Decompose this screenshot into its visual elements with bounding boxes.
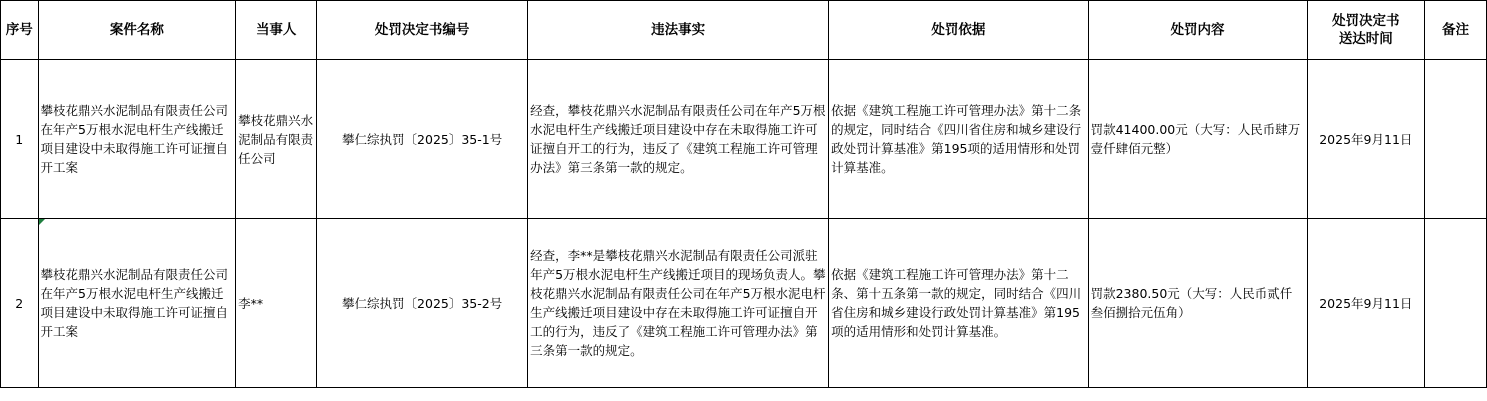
header-delivery-time-line1: 处罚决定书 <box>1332 13 1400 29</box>
cell-remarks <box>1425 60 1487 219</box>
header-remarks: 备注 <box>1425 1 1487 60</box>
cell-facts: 经查，攀枝花鼎兴水泥制品有限责任公司在年产5万根水泥电杆生产线搬迁项目建设中存在未取得施工许可证擅自开工的行为，违反了《建筑工程施工许可管理办法》第三条第一款的规定。 <box>528 60 829 219</box>
header-delivery-time <box>1307 1 1425 60</box>
table-row <box>1 219 1487 388</box>
cell-decision-no: 攀仁综执罚〔2025〕35-1号 <box>317 60 528 219</box>
cell-seq: 1 <box>1 60 39 219</box>
cell-case-name: 攀枝花鼎兴水泥制品有限责任公司在年产5万根水泥电杆生产线搬迁项目建设中未取得施工许可证擅自开工案 <box>38 219 236 388</box>
header-basis: 处罚依据 <box>829 1 1088 60</box>
header-seq: 序号 <box>1 1 39 60</box>
cell-seq: 2 <box>1 219 39 388</box>
cell-content: 罚款2380.50元（大写：人民币贰仟叁佰捌拾元伍角） <box>1088 219 1307 388</box>
cell-party: 攀枝花鼎兴水泥制品有限责任公司 <box>236 60 317 219</box>
cell-content: 罚款41400.00元（大写：人民币肆万壹仟肆佰元整） <box>1088 60 1307 219</box>
cell-basis: 依据《建筑工程施工许可管理办法》第十二条、第十五条第一款的规定，同时结合《四川省住房和城乡建设行政处罚计算基准》第195项的适用情形和处罚计算基准。 <box>829 219 1088 388</box>
header-facts: 违法事实 <box>528 1 829 60</box>
cell-facts: 经查，李**是攀枝花鼎兴水泥制品有限责任公司派驻年产5万根水泥电杆生产线搬迁项目的现场负责人。攀枝花鼎兴水泥制品有限责任公司在年产5万根水泥电杆生产线搬迁项目建设中存在未取得施工许可证擅自开工的行为，违反了《建筑工程施工许可管理办法》第三条第一款的规定。 <box>528 219 829 388</box>
cell-case-name: 攀枝花鼎兴水泥制品有限责任公司在年产5万根水泥电杆生产线搬迁项目建设中未取得施工许可证擅自开工案 <box>38 60 236 219</box>
cell-basis: 依据《建筑工程施工许可管理办法》第十二条的规定，同时结合《四川省住房和城乡建设行政处罚计算基准》第195项的适用情形和处罚计算基准。 <box>829 60 1088 219</box>
cell-decision-no: 攀仁综执罚〔2025〕35-2号 <box>317 219 528 388</box>
header-content: 处罚内容 <box>1088 1 1307 60</box>
cell-delivery-time: 2025年9月11日 <box>1307 219 1425 388</box>
header-decision-no: 处罚决定书编号 <box>317 1 528 60</box>
header-delivery-time-line2: 送达时间 <box>1338 31 1393 47</box>
cell-delivery-time: 2025年9月11日 <box>1307 60 1425 219</box>
header-party: 当事人 <box>236 1 317 60</box>
cell-remarks <box>1425 219 1487 388</box>
header-case-name: 案件名称 <box>38 1 236 60</box>
table-row <box>1 60 1487 219</box>
cell-party: 李** <box>236 219 317 388</box>
header-row <box>1 1 1487 60</box>
